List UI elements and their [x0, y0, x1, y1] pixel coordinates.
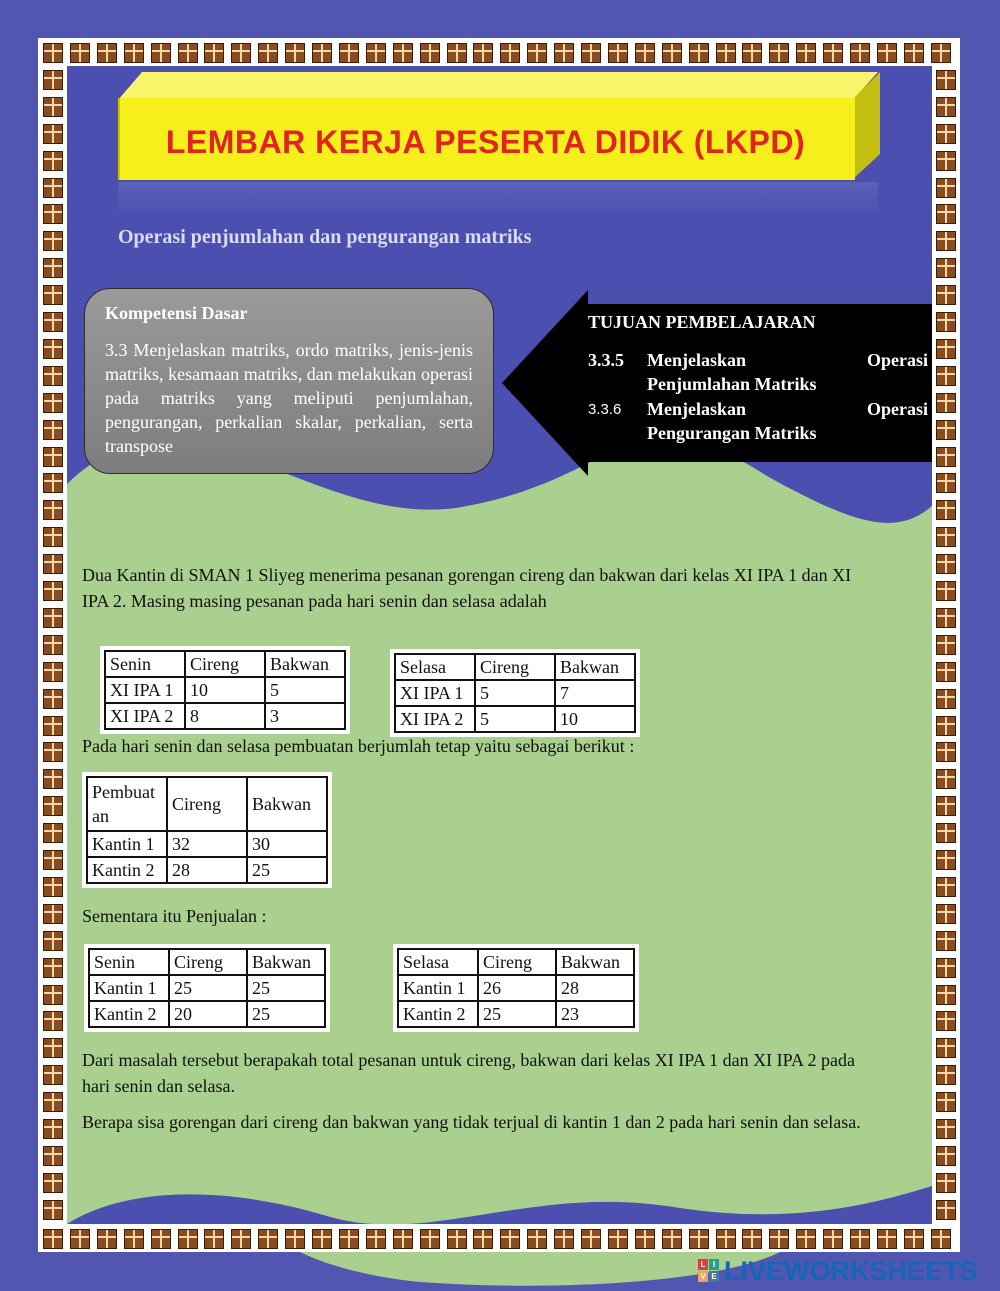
- tujuan-item-2: [588, 399, 928, 447]
- brick-tile: [43, 1229, 63, 1249]
- brick-tile: [70, 1229, 90, 1249]
- brick-tile: [527, 43, 547, 63]
- table-cell: Kantin 2: [87, 857, 167, 883]
- table-cell: Kantin 2: [89, 1001, 169, 1027]
- table-cell: Bakwan: [247, 777, 327, 831]
- liveworksheets-watermark[interactable]: LIVEWORKSHEETS: [724, 1256, 978, 1286]
- table-cell: 28: [556, 975, 634, 1001]
- brick-tile: [796, 43, 816, 63]
- brick-tile: [43, 231, 63, 251]
- brick-tile: [473, 43, 493, 63]
- brick-tile: [500, 43, 520, 63]
- brick-tile: [554, 43, 574, 63]
- brick-tile: [151, 1229, 171, 1249]
- table-cell: Selasa: [395, 654, 475, 680]
- table-cell: 5: [265, 677, 345, 703]
- logo-letter: V: [698, 1271, 708, 1282]
- table-cell: XI IPA 1: [105, 677, 185, 703]
- brick-tile: [43, 662, 63, 682]
- brick-tile: [936, 500, 956, 520]
- subtitle: Operasi penjumlahan dan pengurangan matriks: [118, 226, 532, 248]
- brick-tile: [43, 1011, 63, 1031]
- brick-tile: [473, 1229, 493, 1249]
- table-row: [87, 857, 327, 883]
- table-cell: 5: [475, 680, 555, 706]
- table-row: [395, 706, 635, 732]
- logo-letter: E: [709, 1271, 719, 1282]
- table-row: [105, 677, 345, 703]
- brick-tile: [43, 420, 63, 440]
- table-cell: Kantin 1: [87, 831, 167, 857]
- brick-tile: [936, 447, 956, 467]
- brick-tile: [931, 43, 951, 63]
- table-cell: Bakwan: [247, 949, 325, 975]
- brick-tile: [447, 43, 467, 63]
- intro-line: Dua Kantin di SMAN 1 Sliyeg menerima pesanan gorengan cireng dan bakwan dari kelas XI IPA 1 dan XI: [82, 565, 852, 585]
- brick-tile: [43, 689, 63, 709]
- brick-tile: [231, 1229, 251, 1249]
- brick-tile: [936, 662, 956, 682]
- brick-tile: [936, 285, 956, 305]
- brick-tile: [43, 312, 63, 332]
- tujuan-item-verb: Menjelaskan: [647, 399, 746, 419]
- table-cell: 8: [185, 703, 265, 729]
- brick-tile: [936, 258, 956, 278]
- logo-letter: L: [698, 1259, 708, 1270]
- tujuan-item-rest: Pengurangan Matriks: [647, 423, 817, 443]
- brick-tile: [285, 43, 305, 63]
- brick-tile: [796, 1229, 816, 1249]
- brick-tile: [231, 43, 251, 63]
- brick-tile: [716, 43, 736, 63]
- brick-tile: [97, 1229, 117, 1249]
- brick-tile: [43, 1038, 63, 1058]
- brick-tile: [312, 43, 332, 63]
- brick-tile: [43, 527, 63, 547]
- brick-tile: [43, 204, 63, 224]
- table-row: [398, 1001, 634, 1027]
- table-cell: Cireng: [478, 949, 556, 975]
- brick-tile: [151, 43, 171, 63]
- brick-tile: [43, 742, 63, 762]
- brick-tile: [936, 877, 956, 897]
- brick-tile: [936, 1119, 956, 1139]
- brick-tile: [43, 931, 63, 951]
- table-cell: 28: [167, 857, 247, 883]
- brick-tile: [420, 1229, 440, 1249]
- tujuan-title: TUJUAN PEMBELAJARAN: [588, 312, 816, 332]
- penjualan-text: Sementara itu Penjualan :: [82, 906, 267, 926]
- brick-tile: [204, 1229, 224, 1249]
- brick-tile: [43, 339, 63, 359]
- brick-tile: [554, 1229, 574, 1249]
- brick-tile: [500, 1229, 520, 1249]
- brick-tile: [393, 1229, 413, 1249]
- brick-tile: [366, 43, 386, 63]
- brick-tile: [742, 43, 762, 63]
- table-cell: Cireng: [169, 949, 247, 975]
- brick-tile: [43, 877, 63, 897]
- brick-tile: [936, 97, 956, 117]
- brick-tile: [689, 1229, 709, 1249]
- brick-tile: [769, 1229, 789, 1249]
- brick-tile: [823, 1229, 843, 1249]
- brick-tile: [936, 716, 956, 736]
- brick-tile: [936, 231, 956, 251]
- brick-tile: [43, 97, 63, 117]
- brick-tile: [936, 1038, 956, 1058]
- banner-top-face: [118, 72, 878, 100]
- kompetensi-dasar-text: 3.3 Menjelaskan matriks, ordo matriks, jenis-jenis matriks, kesamaan matriks, dan melakukan operasi pada matriks yang meliputi penjumlahan, pengurangan, perkalian skalar, perkalian, serta transpose: [105, 340, 473, 456]
- question-line: Dari masalah tersebut berapakah total pesanan untuk cireng, bakwan dari kelas XI IPA 1 dan XI IPA 2 pada: [82, 1050, 855, 1070]
- brick-tile: [608, 43, 628, 63]
- brick-tile: [823, 43, 843, 63]
- kompetensi-dasar-title: Kompetensi Dasar: [105, 303, 248, 323]
- brick-tile: [43, 581, 63, 601]
- table-cell: 25: [478, 1001, 556, 1027]
- brick-tile: [689, 43, 709, 63]
- table-cell: XI IPA 1: [395, 680, 475, 706]
- brick-tile: [43, 70, 63, 90]
- brick-tile: [43, 1200, 63, 1220]
- table-cell: Bakwan: [265, 651, 345, 677]
- brick-tile: [936, 850, 956, 870]
- table-cell: 25: [247, 857, 327, 883]
- kompetensi-dasar-box: [84, 288, 494, 474]
- brick-tile: [43, 366, 63, 386]
- banner-reflection: [118, 182, 878, 218]
- table-cell: Cireng: [185, 651, 265, 677]
- brick-tile: [43, 1173, 63, 1193]
- brick-tile: [339, 1229, 359, 1249]
- table-cell: Senin: [105, 651, 185, 677]
- brick-tile: [904, 1229, 924, 1249]
- table-cell: Bakwan: [555, 654, 635, 680]
- brick-tile: [43, 43, 63, 63]
- brick-tile: [936, 151, 956, 171]
- brick-tile: [608, 1229, 628, 1249]
- brick-tile: [936, 204, 956, 224]
- brick-tile: [936, 1065, 956, 1085]
- brick-tile: [936, 473, 956, 493]
- brick-tile: [204, 43, 224, 63]
- brick-tile: [258, 43, 278, 63]
- brick-tile: [936, 554, 956, 574]
- intro-line: IPA 2. Masing masing pesanan pada hari senin dan selasa adalah: [82, 591, 547, 611]
- header-line: an: [92, 806, 109, 826]
- brick-tile: [581, 1229, 601, 1249]
- brick-tile: [178, 43, 198, 63]
- brick-tile: [936, 904, 956, 924]
- penjualan-selasa-table: [397, 948, 635, 1028]
- brick-tile: [936, 366, 956, 386]
- tujuan-item-word: Operasi: [867, 350, 928, 370]
- brick-tile: [43, 124, 63, 144]
- table-row: [89, 1001, 325, 1027]
- table-cell: 23: [556, 1001, 634, 1027]
- tujuan-item-word: Operasi: [867, 399, 928, 419]
- question-line: hari senin dan selasa.: [82, 1076, 235, 1096]
- pembuatan-table: [86, 776, 328, 884]
- brick-tile: [769, 43, 789, 63]
- brick-tile: [178, 1229, 198, 1249]
- table-row: [89, 949, 325, 975]
- brick-tile: [936, 1173, 956, 1193]
- brick-tile: [285, 1229, 305, 1249]
- brick-tile: [43, 447, 63, 467]
- table-cell: 10: [555, 706, 635, 732]
- table-cell: 10: [185, 677, 265, 703]
- brick-tile: [936, 1146, 956, 1166]
- tujuan-item-number: 3.3.5: [588, 350, 624, 370]
- penjualan-senin-table: [88, 948, 326, 1028]
- tujuan-item-verb: Menjelaskan: [647, 350, 746, 370]
- liveworksheets-logo-icon: [698, 1259, 720, 1283]
- table-row: [87, 777, 327, 831]
- tujuan-item-1: [588, 350, 928, 398]
- brick-tile: [420, 43, 440, 63]
- brick-tile: [43, 823, 63, 843]
- table-row: [398, 949, 634, 975]
- brick-tile: [936, 1092, 956, 1112]
- intro-paragraph: [82, 562, 851, 614]
- brick-tile: [936, 312, 956, 332]
- brick-tile: [936, 581, 956, 601]
- brick-tile: [936, 769, 956, 789]
- brick-tile: [635, 43, 655, 63]
- brick-tile: [43, 904, 63, 924]
- table-cell: 26: [478, 975, 556, 1001]
- brick-tile: [366, 1229, 386, 1249]
- banner-side-face: [852, 72, 880, 180]
- brick-tile: [258, 1229, 278, 1249]
- brick-tile: [43, 635, 63, 655]
- brick-tile: [124, 1229, 144, 1249]
- brick-tile: [70, 43, 90, 63]
- table-cell: 32: [167, 831, 247, 857]
- brick-tile: [43, 608, 63, 628]
- table-cell: Bakwan: [556, 949, 634, 975]
- question-1: [82, 1047, 855, 1099]
- brick-tile: [124, 43, 144, 63]
- brick-tile: [97, 43, 117, 63]
- brick-tile: [43, 178, 63, 198]
- brick-tile: [43, 1065, 63, 1085]
- brick-tile: [931, 1229, 951, 1249]
- table-row: [89, 975, 325, 1001]
- header-line: Pembuat: [92, 782, 155, 802]
- table-cell: 25: [247, 975, 325, 1001]
- table-row: [398, 975, 634, 1001]
- brick-tile: [339, 43, 359, 63]
- brick-tile: [716, 1229, 736, 1249]
- brick-tile: [662, 1229, 682, 1249]
- brick-tile: [662, 43, 682, 63]
- brick-tile: [936, 178, 956, 198]
- brick-tile: [43, 716, 63, 736]
- brick-tile: [43, 1146, 63, 1166]
- brick-tile: [936, 635, 956, 655]
- brick-tile: [936, 608, 956, 628]
- tujuan-item-rest: Penjumlahan Matriks: [647, 374, 817, 394]
- pesanan-senin-table: [104, 650, 346, 730]
- brick-tile: [850, 43, 870, 63]
- brick-tile: [936, 1011, 956, 1031]
- table-cell: 25: [169, 975, 247, 1001]
- brick-tile: [43, 393, 63, 413]
- logo-letter: I: [709, 1259, 719, 1270]
- table-cell: Senin: [89, 949, 169, 975]
- table-cell: Kantin 1: [398, 975, 478, 1001]
- pembuatan-text: Pada hari senin dan selasa pembuatan berjumlah tetap yaitu sebagai berikut :: [82, 736, 635, 756]
- table-cell: 3: [265, 703, 345, 729]
- table-row: [105, 703, 345, 729]
- table-cell: XI IPA 2: [105, 703, 185, 729]
- brick-tile: [43, 473, 63, 493]
- brick-tile: [936, 689, 956, 709]
- brick-tile: [936, 742, 956, 762]
- brick-tile: [936, 124, 956, 144]
- brick-tile: [904, 43, 924, 63]
- brick-tile: [447, 1229, 467, 1249]
- table-cell: XI IPA 2: [395, 706, 475, 732]
- brick-tile: [393, 43, 413, 63]
- brick-tile: [43, 151, 63, 171]
- brick-tile: [936, 823, 956, 843]
- brick-tile: [936, 527, 956, 547]
- table-row: [87, 831, 327, 857]
- table-cell: [87, 777, 167, 831]
- page-title: LEMBAR KERJA PESERTA DIDIK (LKPD): [165, 124, 806, 160]
- brick-tile: [43, 796, 63, 816]
- brick-tile: [43, 285, 63, 305]
- brick-tile: [936, 339, 956, 359]
- table-cell: Cireng: [167, 777, 247, 831]
- brick-tile: [936, 393, 956, 413]
- question-2: Berapa sisa gorengan dari cireng dan bakwan yang tidak terjual di kantin 1 dan 2 pada hari senin dan selasa.: [82, 1112, 861, 1132]
- brick-tile: [877, 43, 897, 63]
- brick-tile: [43, 554, 63, 574]
- table-cell: 25: [247, 1001, 325, 1027]
- brick-tile: [43, 1119, 63, 1139]
- table-row: [395, 680, 635, 706]
- brick-tile: [936, 985, 956, 1005]
- brick-tile: [936, 70, 956, 90]
- brick-tile: [581, 43, 601, 63]
- brick-tile: [936, 420, 956, 440]
- table-cell: Selasa: [398, 949, 478, 975]
- brick-tile: [936, 958, 956, 978]
- brick-tile: [43, 769, 63, 789]
- table-row: [105, 651, 345, 677]
- brick-tile: [43, 500, 63, 520]
- brick-tile: [43, 985, 63, 1005]
- brick-tile: [312, 1229, 332, 1249]
- table-cell: Kantin 1: [89, 975, 169, 1001]
- table-cell: 5: [475, 706, 555, 732]
- brick-tile: [635, 1229, 655, 1249]
- table-cell: Kantin 2: [398, 1001, 478, 1027]
- brick-tile: [742, 1229, 762, 1249]
- brick-tile: [43, 958, 63, 978]
- brick-tile: [43, 850, 63, 870]
- table-cell: 20: [169, 1001, 247, 1027]
- tujuan-item-number: 3.3.6: [588, 401, 622, 418]
- brick-tile: [527, 1229, 547, 1249]
- brick-tile: [936, 931, 956, 951]
- brick-tile: [936, 796, 956, 816]
- brick-tile: [43, 1092, 63, 1112]
- table-cell: Cireng: [475, 654, 555, 680]
- table-cell: 7: [555, 680, 635, 706]
- table-row: [395, 654, 635, 680]
- brick-tile: [936, 1200, 956, 1220]
- brick-tile: [877, 1229, 897, 1249]
- table-cell: 30: [247, 831, 327, 857]
- brick-tile: [850, 1229, 870, 1249]
- pesanan-selasa-table: [394, 653, 636, 733]
- brick-tile: [43, 258, 63, 278]
